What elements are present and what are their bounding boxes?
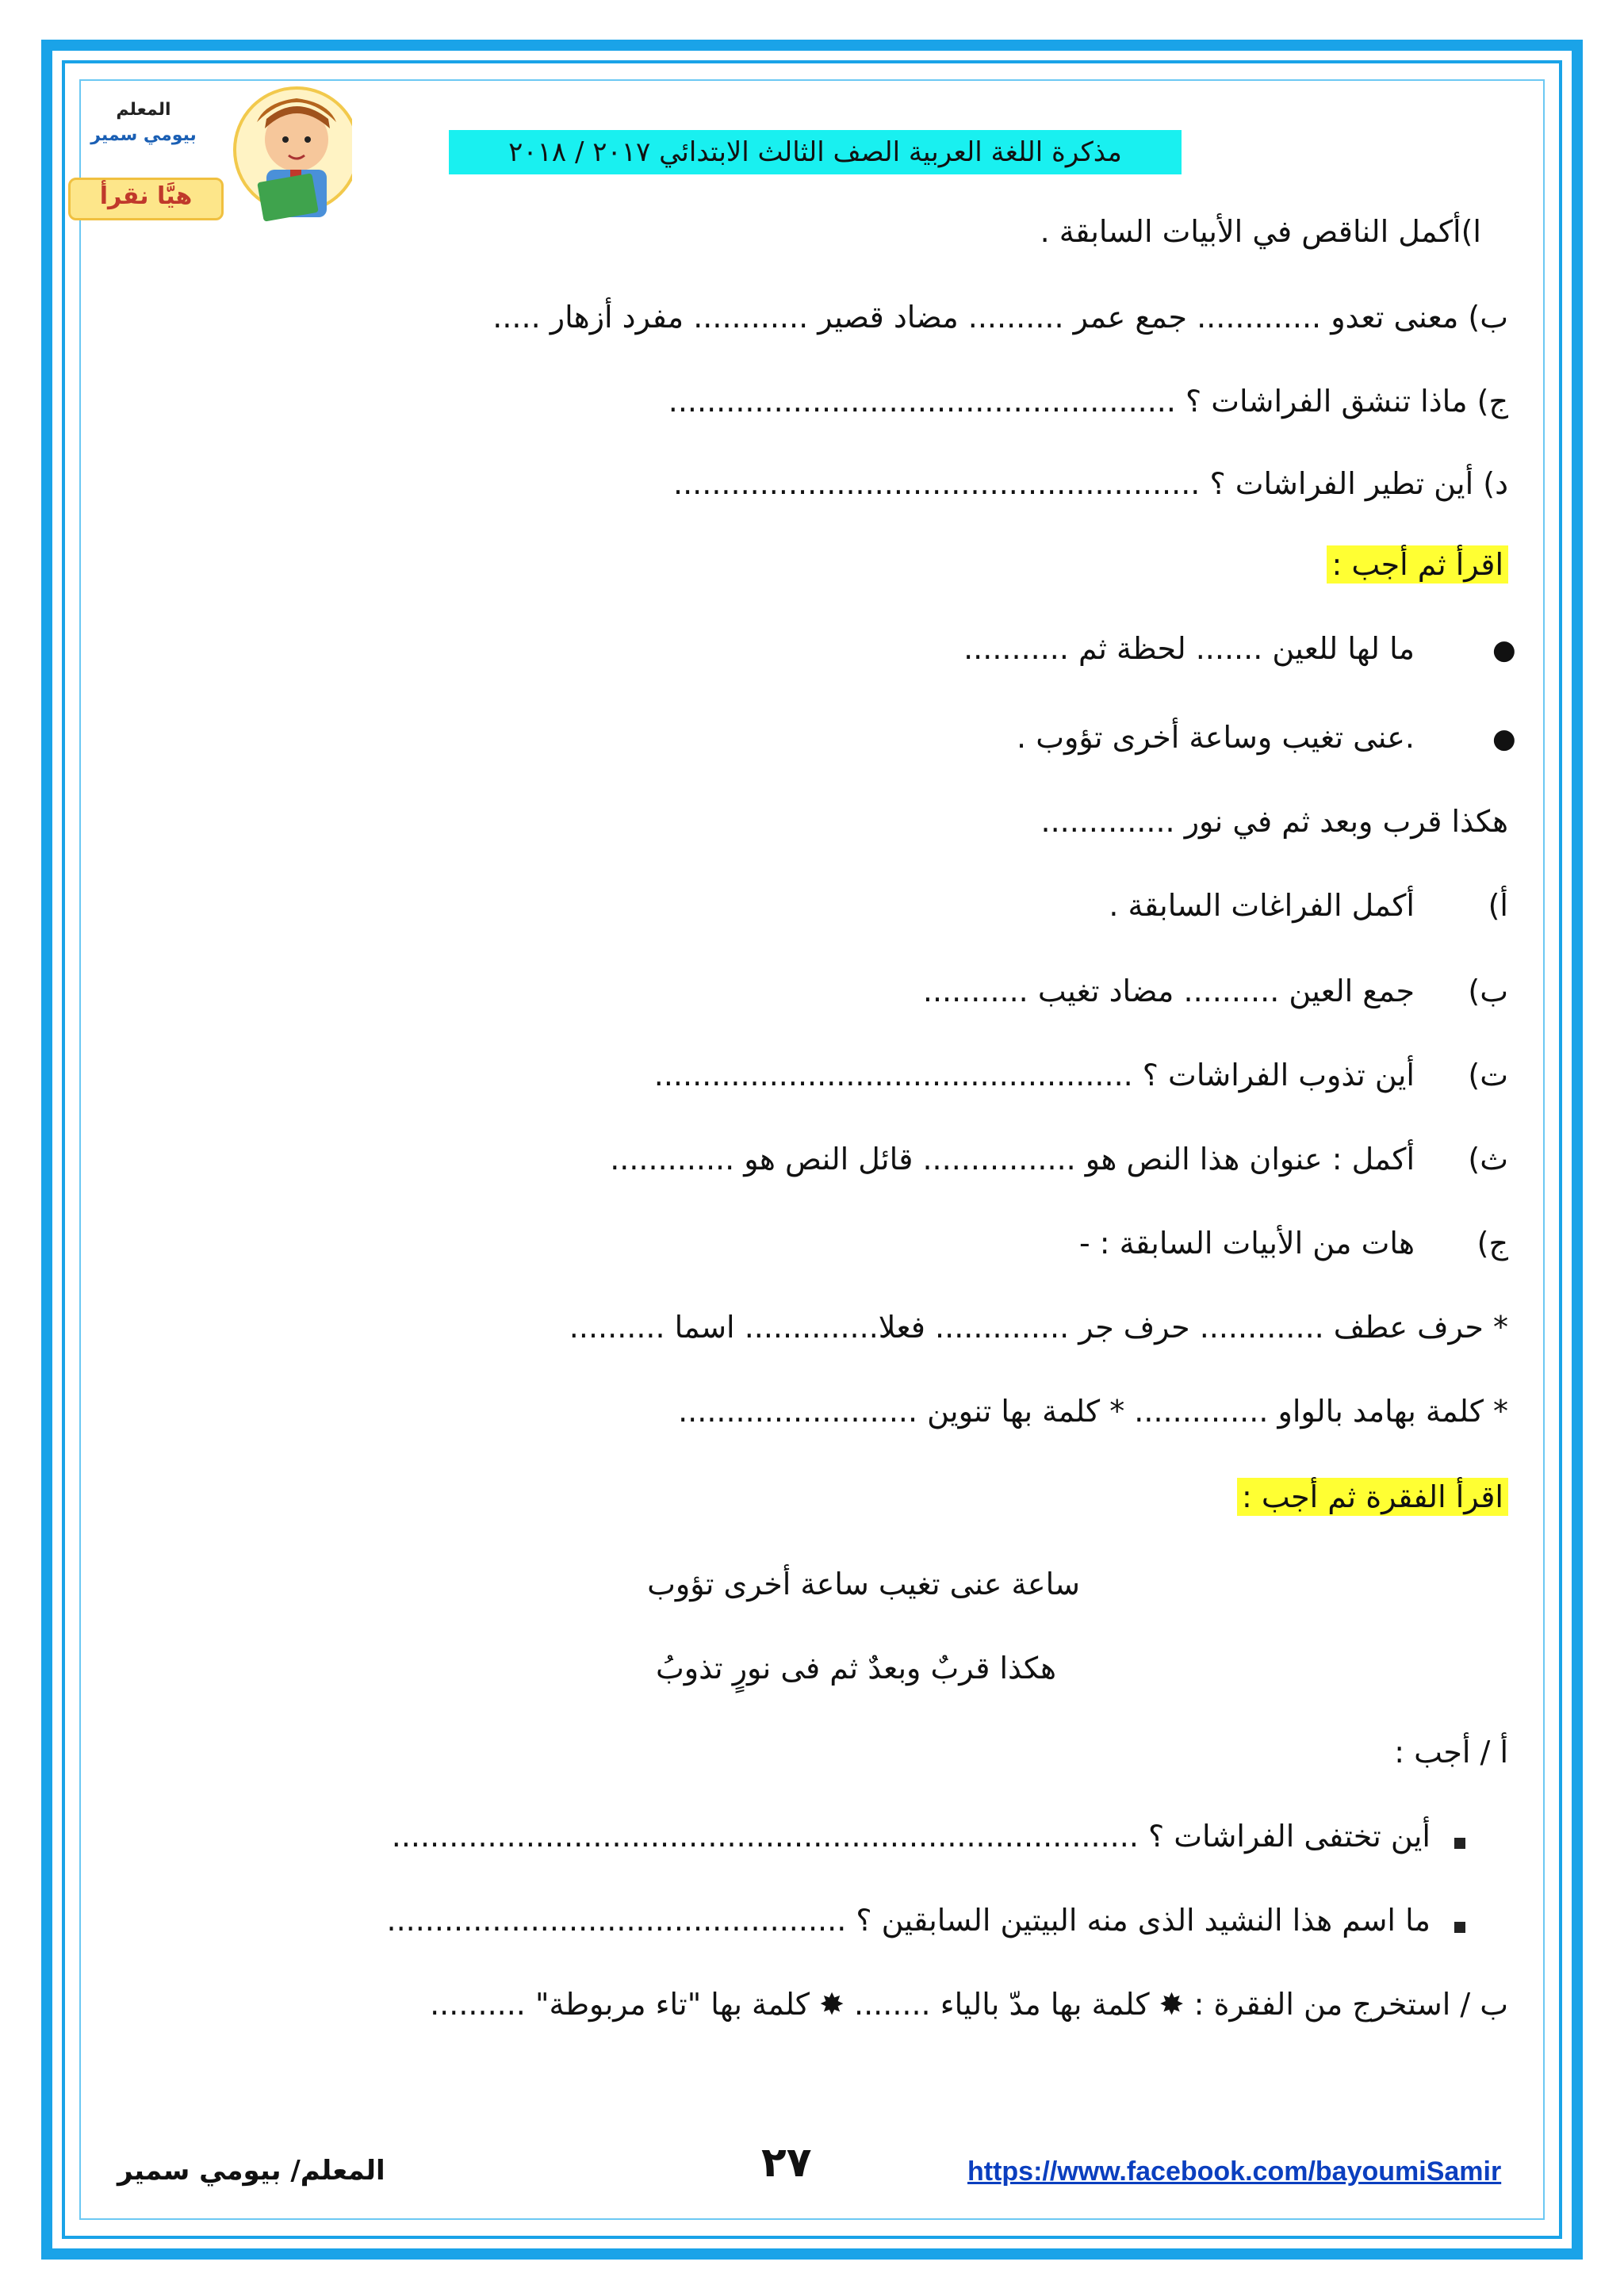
s1-question-b: ب) معنى تعدو ............. جمع عمر .......... مضاد قصير ............ مفرد أزهار ..... [492,300,1508,335]
page-number: ٢٧ [761,2139,812,2187]
square-bullet-icon [1454,1838,1465,1849]
facebook-link[interactable]: https://www.facebook.com/bayoumiSamir [967,2156,1502,2187]
s2-q-j-letter: ج) [1477,1226,1508,1261]
s1-question-d: د) أين تطير الفراشات ؟ ....................................................... [673,466,1508,501]
s3-sub-a: أ / أجب : [1394,1735,1508,1770]
s2-item-2: * كلمة بهامد بالواو .............. * كلمة بها تنوين ......................... [678,1394,1508,1429]
s2-verse-3: هكذا قرب وبعد ثم في نور .............. [1040,804,1508,839]
s3-heading [1237,1479,1508,1514]
square-bullet-icon [1454,1922,1465,1933]
s3-verse-2: هكذا قربٌ وبعدٌ ثم فى نورٍ تذوبُ [655,1651,1056,1686]
s2-q-th-text: أكمل : عنوان هذا النص هو ................ قائل النص هو ............. [610,1142,1415,1177]
s3-sub-b: ب / استخرج من الفقرة : ✸ كلمة بها مدّ بالياء ........ ✸ كلمة بها "تاء مربوطة" .......... [430,1987,1508,2022]
s2-q-a-text: أكمل الفراغات السابقة . [1109,888,1415,923]
s2-item-1: * حرف عطف ............. حرف جر .............. فعلا.............. اسما .......... [569,1310,1508,1345]
logo-teacher-name: بيومي سمير [90,125,197,145]
s1-question-j: ج) ماذا تنشق الفراشات ؟ ..................................................... [668,384,1508,419]
s1-question-a: ا)أكمل الناقص في الأبيات السابقة . [1040,214,1481,249]
s2-q-th-letter: ث) [1468,1142,1508,1177]
s3-heading-text: اقرأ الفقرة ثم أجب : [1237,1478,1508,1516]
s2-verse-2: .عنى تغيب وساعة أخرى تؤوب . [1017,720,1415,755]
logo-tagline: هيَّا نقرأ [99,182,193,210]
s2-verse-1: ما لها للعين ....... لحظة ثم ........... [963,631,1415,666]
s3-verse-1: ساعة عنى تغيب ساعة أخرى تؤوب [647,1567,1080,1601]
s2-q-t-letter: ت) [1468,1058,1508,1093]
footer-teacher-name: المعلم/ بيومي سمير [117,2155,385,2187]
bullet-icon: ● [1492,723,1516,755]
s3-question-2: ما اسم هذا النشيد الذى منه البيتين السابقين ؟ ................................................ [386,1903,1431,1938]
bullet-icon: ● [1492,634,1516,666]
s2-q-b-text: جمع العين .......... مضاد تغيب ........... [922,974,1415,1008]
s3-question-1: أين تختفى الفراشات ؟ .............................................................................. [391,1819,1431,1854]
logo-teacher-label: المعلم [116,100,171,120]
s2-q-j-text: هات من الأبيات السابقة : - [1079,1226,1415,1261]
s2-q-a-letter: أ) [1488,888,1508,923]
s2-heading [1327,547,1508,582]
s2-q-t-text: أين تذوب الفراشات ؟ .................................................. [653,1058,1415,1093]
s2-q-b-letter: ب) [1468,974,1508,1008]
page-title: مذكرة اللغة العربية الصف الثالث الابتدائي ٢٠١٧ / ٢٠١٨ [508,136,1122,168]
s2-heading-text: اقرأ ثم أجب : [1327,545,1508,584]
